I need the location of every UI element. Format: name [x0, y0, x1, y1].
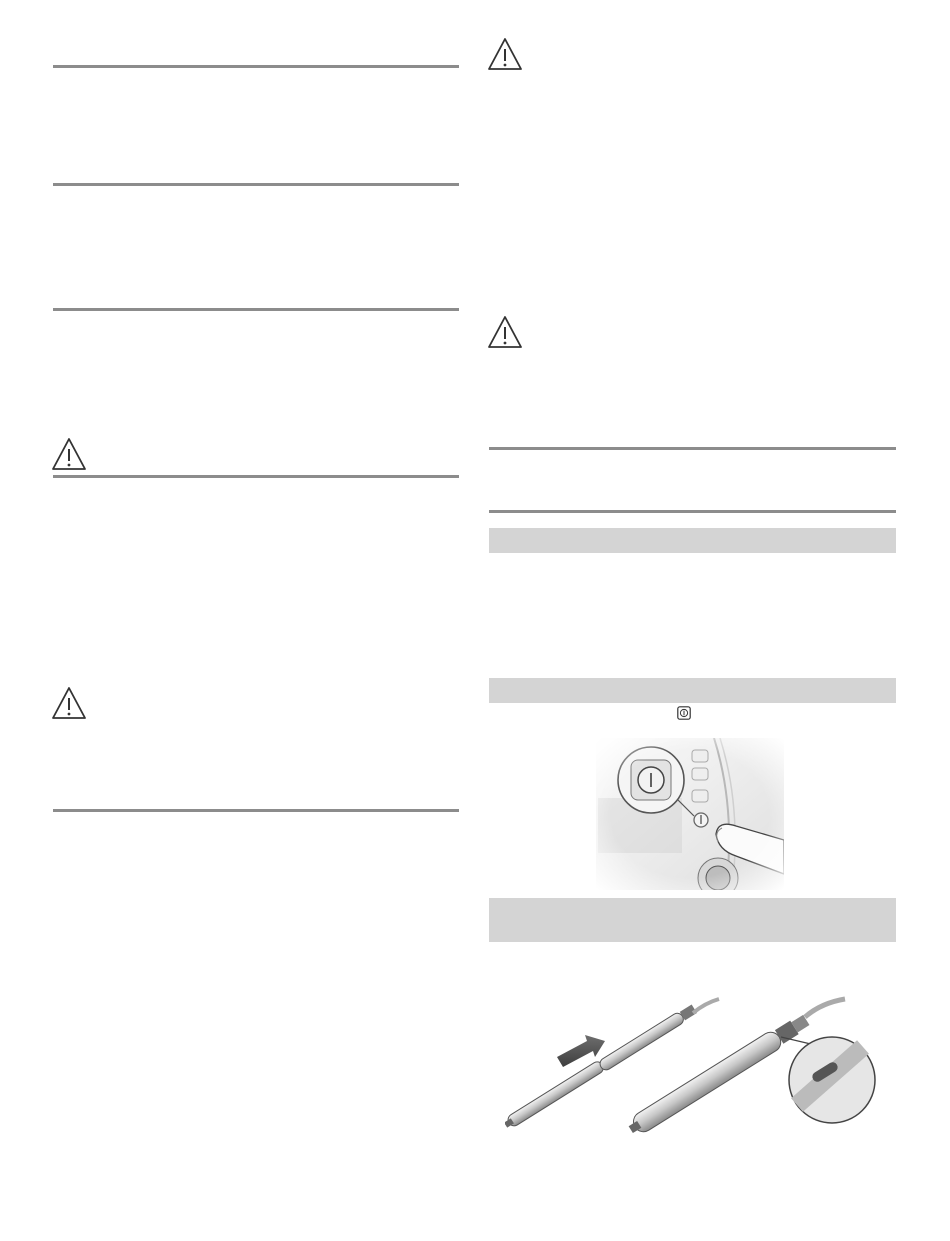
handpiece-assembly-illustration	[505, 995, 880, 1135]
gray-band-1	[489, 528, 896, 553]
gray-band-2	[489, 678, 896, 703]
section-rule-3	[53, 308, 459, 311]
section-rule-6	[489, 447, 896, 450]
section-rule-2	[53, 183, 459, 186]
warning-triangle-icon	[487, 37, 523, 71]
warning-triangle-icon	[51, 437, 87, 471]
power-button-icon	[677, 706, 691, 720]
warning-triangle-icon	[487, 315, 523, 349]
section-rule-1	[53, 65, 459, 68]
power-button-illustration	[596, 738, 784, 890]
section-rule-5	[53, 809, 459, 812]
section-rule-7	[489, 510, 896, 513]
gray-band-3	[489, 898, 896, 942]
section-rule-4	[53, 475, 459, 478]
warning-triangle-icon	[51, 686, 87, 720]
